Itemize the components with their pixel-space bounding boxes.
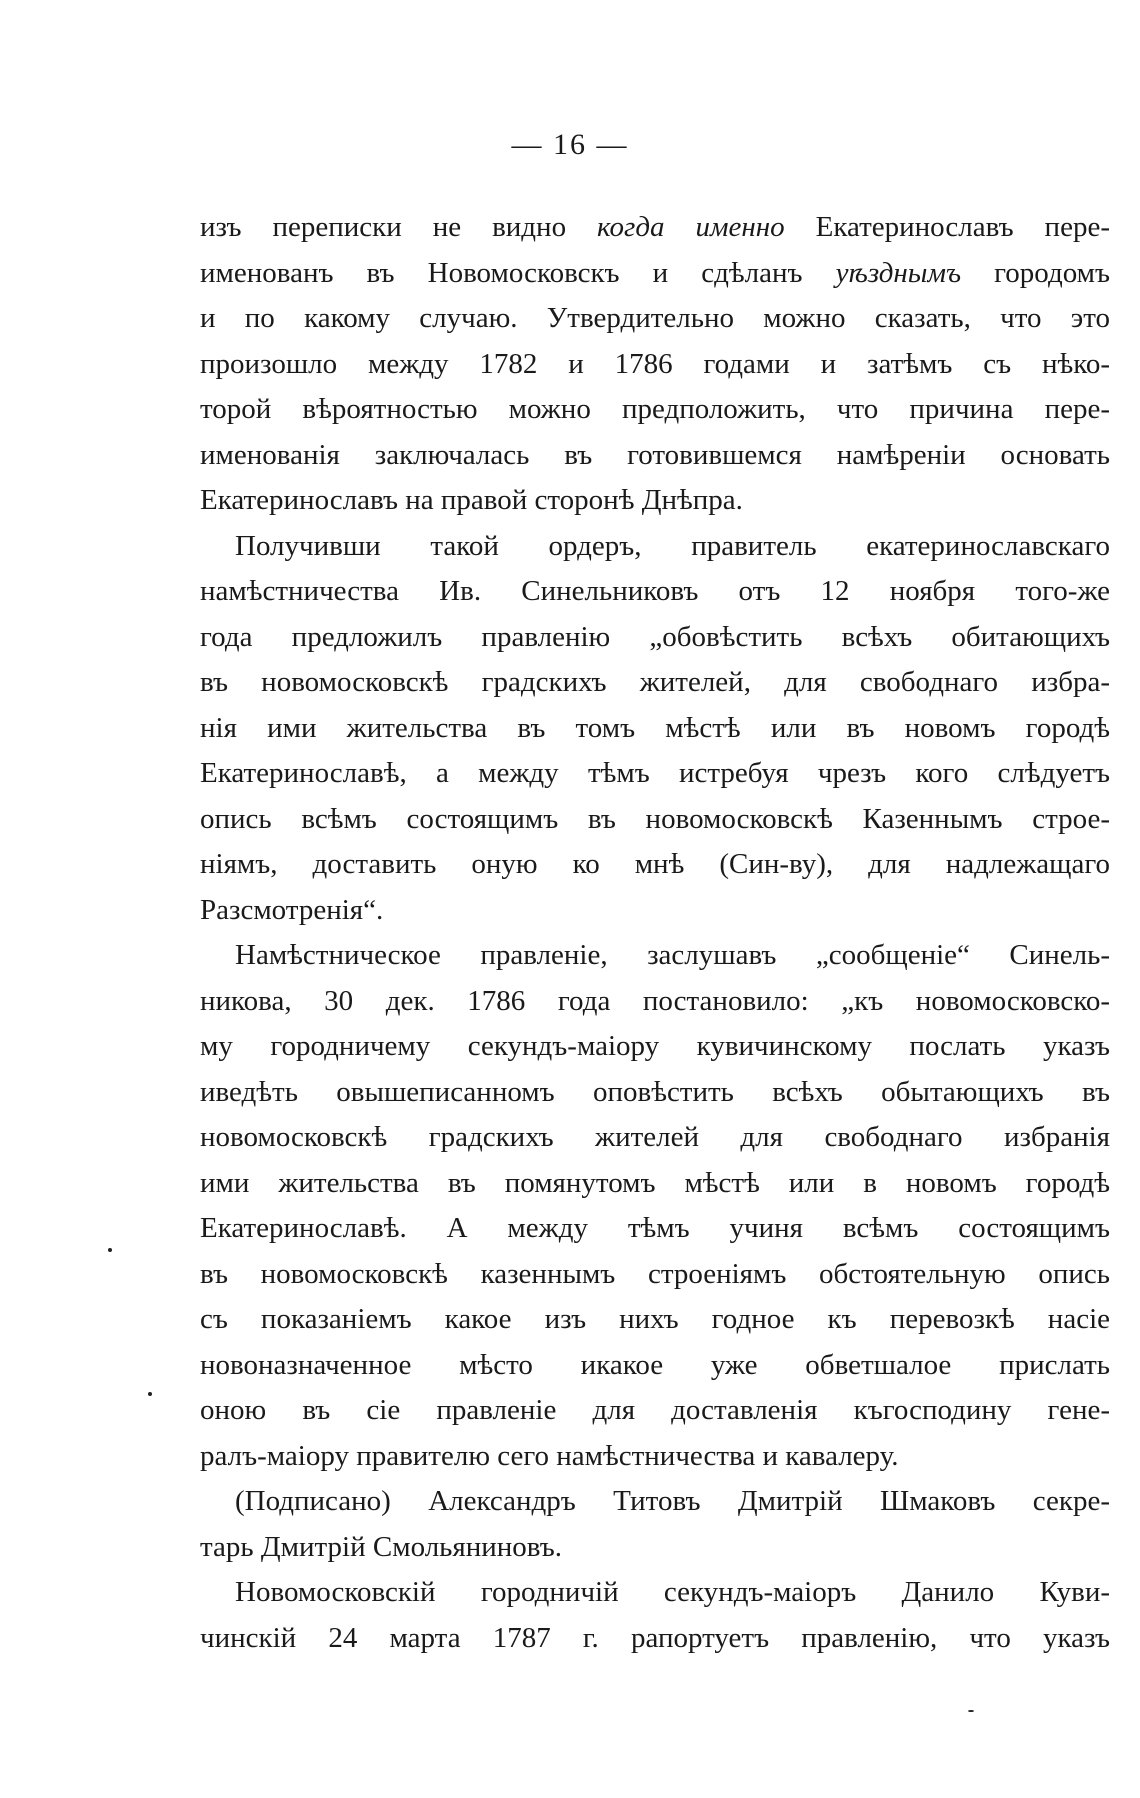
paragraph-line: Намѣстническое правленіе, заслушавъ „сообщеніе“ Синель- <box>235 939 1110 971</box>
paragraph-line: Екатеринославъ на правой сторонѣ Днѣпра. <box>200 484 743 516</box>
paragraph-line: изъ переписки не видно когда именно Екатеринославъ пере- <box>200 211 1110 243</box>
paragraph-line: и по какому случаю. Утвердительно можно сказать, что это <box>200 302 1110 334</box>
paragraph-line: именованія заключалась въ готовившемся намѣреніи основать <box>200 438 1110 471</box>
paragraph-line: никова, 30 дек. 1786 года постановило: „къ новомосковско- <box>200 984 1110 1017</box>
paragraph-line: въ новомосковскѣ казеннымъ строеніямъ обстоятельную опись <box>200 1257 1110 1290</box>
paragraph-line: Екатеринославѣ. А между тѣмъ учиня всѣмъ состоящимъ <box>200 1212 1110 1244</box>
paragraph-line: тарь Дмитрій Смольяниновъ. <box>200 1530 563 1563</box>
paragraph-line: съ показаніемъ какое изъ нихъ годное къ перевозкѣ насіе <box>200 1303 1110 1335</box>
paragraph-line: Получивши такой ордеръ, правитель екатеринославскаго <box>235 529 1110 562</box>
paragraph-line: новомосковскѣ градскихъ жителей для свободнаго избранія <box>200 1121 1110 1153</box>
paragraph-line: ими жительства въ помянутомъ мѣстѣ или в новомъ городѣ <box>200 1166 1110 1199</box>
scan-speck <box>108 1248 112 1252</box>
paragraph-line: именованъ въ Новомосковскъ и сдѣланъ уѣзднымъ городомъ <box>200 256 1111 289</box>
paragraph-line: чинскій 24 марта 1787 г. рапортуетъ правленію, что указъ <box>200 1621 1110 1654</box>
paragraph-line: произошло между 1782 и 1786 годами и затѣмъ съ нѣко- <box>200 347 1110 380</box>
paragraph-line: опись всѣмъ состоящимъ въ новомосковскѣ Казеннымъ строе- <box>200 802 1110 835</box>
italic-word: уѣзднымъ <box>835 256 962 289</box>
text-block <box>200 205 1110 1661</box>
paragraph-line: Екатеринославѣ, а между тѣмъ истребуя чрезъ кого слѣдуетъ <box>200 757 1110 789</box>
paragraph-line: Новомосковскій городничій секундъ-маіоръ Данило Куви- <box>235 1576 1110 1608</box>
page-number: — 16 — <box>511 128 629 161</box>
italic-phrase: когда именно <box>597 211 785 243</box>
paragraph-line: ралъ-маіору правителю сего намѣстничества и кавалеру. <box>200 1439 899 1472</box>
paragraph-line: намѣстничества Ив. Синельниковъ отъ 12 ноября того-же <box>200 575 1110 607</box>
paragraph-line: новоназначенное мѣсто икакое уже обветшалое прислать <box>200 1348 1110 1381</box>
paragraph-line: Разсмотренія“. <box>200 893 384 926</box>
paragraph-line: му городничему секундъ-маіору кувичинскому послать указъ <box>200 1030 1110 1062</box>
scan-speck <box>148 1392 152 1396</box>
paragraph-line: торой вѣроятностью можно предположить, что причина пере- <box>200 393 1110 425</box>
paragraph-line: въ новомосковскѣ градскихъ жителей, для свободнаго избра- <box>200 666 1110 698</box>
paragraph-line: ніямъ, доставить оную ко мнѣ (Син-ву), для надлежащаго <box>200 848 1110 880</box>
paragraph-line: иведѣть овышеписанномъ оповѣстить всѣхъ обытающихъ въ <box>200 1075 1110 1108</box>
scan-speck <box>968 1710 974 1712</box>
paragraph-line: нія ими жительства въ томъ мѣстѣ или въ новомъ городѣ <box>200 711 1110 744</box>
paragraph-line: (Подписано) Александръ Титовъ Дмитрій Шмаковъ секре- <box>235 1485 1110 1517</box>
paragraph-line: оною въ сіе правленіе для доставленія къгосподину гене- <box>200 1394 1110 1426</box>
paragraph-line: года предложилъ правленію „обовѣстить всѣхъ обитающихъ <box>200 620 1110 653</box>
